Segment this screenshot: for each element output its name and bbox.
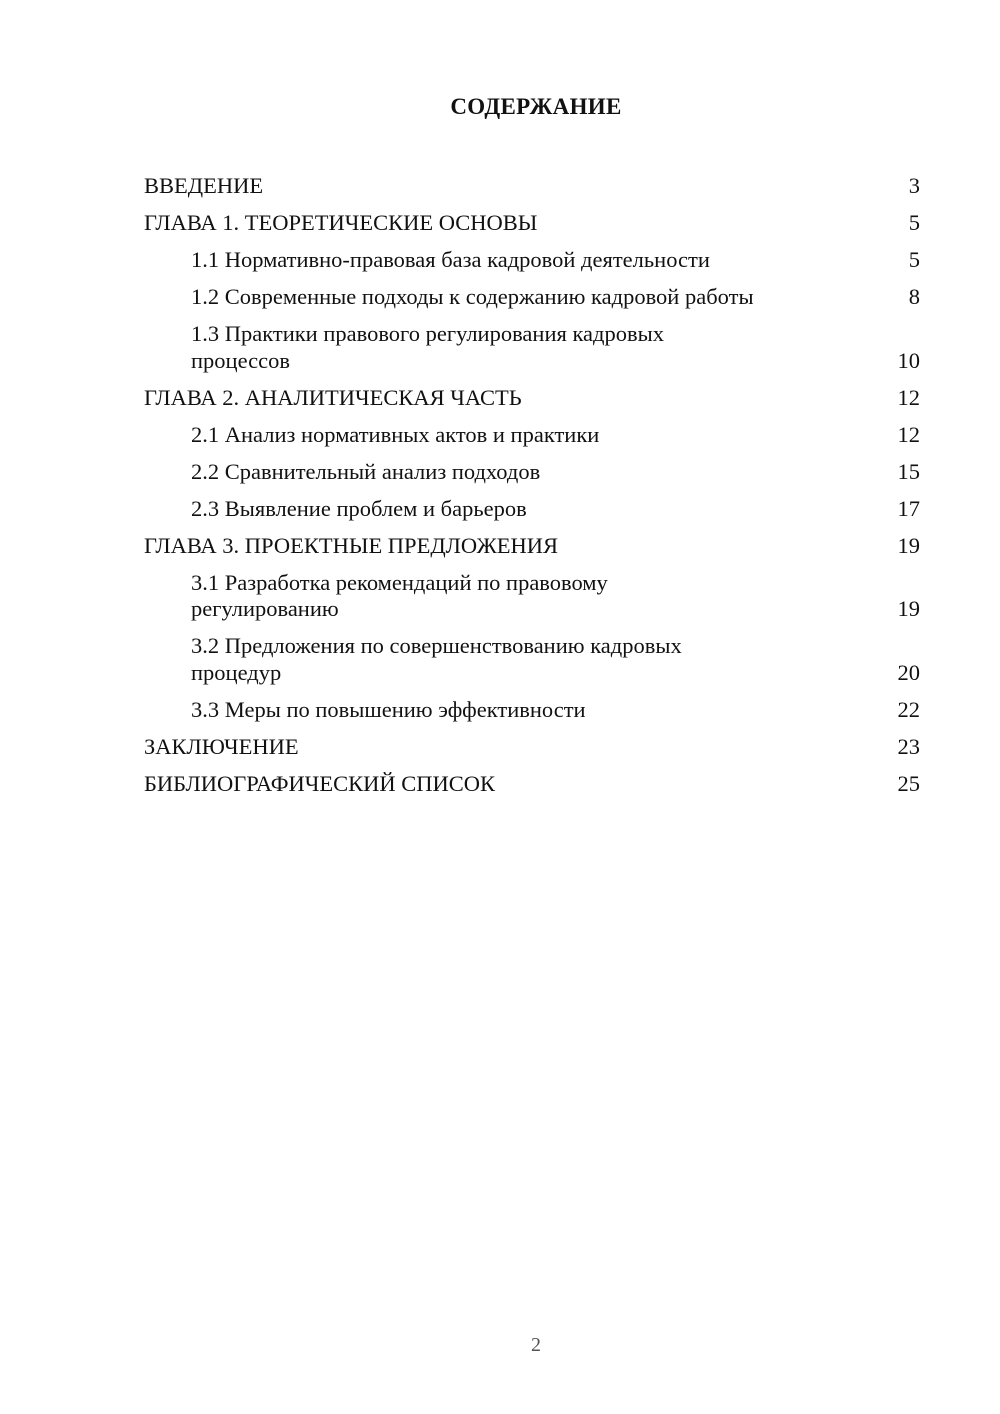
toc-entry-label: 1.1 Нормативно-правовая база кадровой деятельности <box>191 247 710 272</box>
toc-entry-section-1-1[interactable] <box>144 242 920 279</box>
toc-entry-section-2-1[interactable] <box>144 417 920 454</box>
page-number: 2 <box>531 1334 541 1356</box>
toc-entry-label: ЗАКЛЮЧЕНИЕ <box>144 733 299 759</box>
toc-entry-page: 12 <box>897 421 920 447</box>
toc-entry-page: 8 <box>908 284 920 309</box>
toc-entry-section-2-3[interactable] <box>144 491 920 528</box>
toc-entry-page: 19 <box>897 532 920 558</box>
toc-entry-page: 5 <box>908 210 920 235</box>
toc-entry-section-1-2[interactable] <box>144 279 920 316</box>
toc-entry-section-3-3[interactable] <box>144 692 920 729</box>
toc-entry-page: 15 <box>897 458 920 484</box>
toc-entry-conclusion[interactable] <box>144 729 920 766</box>
toc-title: СОДЕРЖАНИЕ <box>450 94 622 119</box>
toc-entry-section-1-3[interactable] <box>144 316 920 380</box>
toc-entry-section-3-1[interactable] <box>144 565 920 629</box>
toc-entry-label: 1.3 Практики правового регулирования кадровых процессов <box>191 321 664 373</box>
toc-entry-label: 2.3 Выявление проблем и барьеров <box>191 495 527 521</box>
toc-entry-page: 17 <box>897 495 920 521</box>
toc-entry-label: 3.1 Разработка рекомендаций по правовому регулированию <box>191 569 608 621</box>
toc-entry-label: 3.2 Предложения по совершенствованию кадровых процедур <box>191 633 682 685</box>
toc-entry-label: ГЛАВА 2. АНАЛИТИЧЕСКАЯ ЧАСТЬ <box>144 384 522 410</box>
toc-entry-label: ГЛАВА 3. ПРОЕКТНЫЕ ПРЕДЛОЖЕНИЯ <box>144 532 559 558</box>
toc-entry-chapter-3[interactable] <box>144 528 920 565</box>
toc-entry-chapter-1[interactable] <box>144 205 920 242</box>
toc-entry-label: 2.1 Анализ нормативных актов и практики <box>191 421 600 447</box>
toc-entry-label: ГЛАВА 1. ТЕОРЕТИЧЕСКИЕ ОСНОВЫ <box>144 210 538 235</box>
toc-entry-introduction[interactable] <box>144 168 920 205</box>
toc-entry-section-3-2[interactable] <box>144 628 920 692</box>
toc-entry-page: 25 <box>897 770 920 796</box>
toc-entry-section-2-2[interactable] <box>144 454 920 491</box>
toc-entry-page: 3 <box>908 173 920 198</box>
toc-entry-chapter-2[interactable] <box>144 380 920 417</box>
toc-entry-page: 23 <box>897 733 920 759</box>
toc-entry-page: 5 <box>908 247 920 272</box>
toc-entry-page: 10 <box>897 347 920 373</box>
toc-entry-label: 3.3 Меры по повышению эффективности <box>191 696 586 722</box>
toc-entry-label: ВВЕДЕНИЕ <box>144 173 264 198</box>
toc-entry-label: 1.2 Современные подходы к содержанию кадровой работы <box>191 284 754 309</box>
toc-entry-page: 22 <box>897 696 920 722</box>
toc-entry-page: 20 <box>897 659 920 685</box>
toc-entry-page: 12 <box>897 384 920 410</box>
toc-entry-bibliography[interactable] <box>144 766 920 803</box>
toc-entry-page: 19 <box>897 596 920 621</box>
toc-entry-label: БИБЛИОГРАФИЧЕСКИЙ СПИСОК <box>144 770 496 796</box>
toc-entry-label: 2.2 Сравнительный анализ подходов <box>191 458 541 484</box>
table-of-contents <box>144 168 920 803</box>
